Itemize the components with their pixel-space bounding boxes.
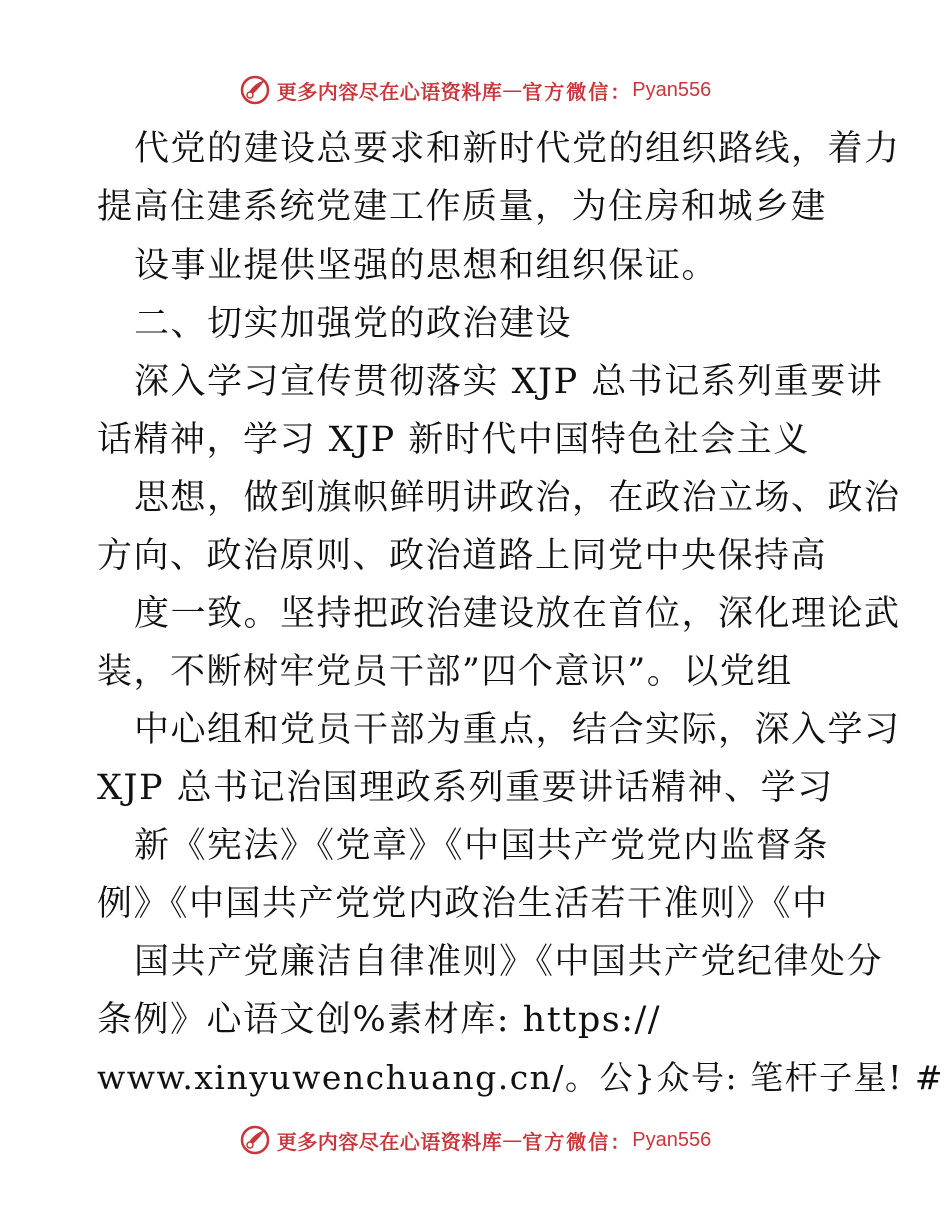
text-line: 设事业提供坚强的思想和组织保证。 xyxy=(134,246,719,286)
wechat-label: 官方微信： xyxy=(522,1129,633,1154)
text-line: 度一致。坚持把政治建设放在首位，深化理论武 xyxy=(134,594,901,634)
text-line: 装，不断树牢党员干部”四个意识”。以党组 xyxy=(97,652,793,692)
section-heading: 二、切实加强党的政治建设 xyxy=(134,304,573,344)
text-line: www.xinyuwenchuang.cn/。公}众号: 笔杆子星! # xyxy=(97,1058,945,1097)
text-line: 话精神，学习 XJP 新时代中国特色社会主义 xyxy=(97,420,810,460)
header-watermark xyxy=(0,70,950,110)
brush-logo-icon xyxy=(239,74,271,106)
text-line: 思想，做到旗帜鲜明讲政治，在政治立场、政治 xyxy=(134,478,901,518)
brush-logo-icon xyxy=(239,1124,271,1156)
text-line: 方向、政治原则、政治道路上同党中央保持高 xyxy=(97,536,828,576)
separator-dash: — xyxy=(502,78,523,102)
text-line: 新《宪法》《党章》《中国共产党党内监督条 xyxy=(134,826,830,866)
site-name: 更多内容尽在心语资料库 xyxy=(276,79,503,104)
text-line: 条例》心语文创%素材库: https:// xyxy=(97,1000,662,1040)
text-line: 中心组和党员干部为重点，结合实际，深入学习 xyxy=(134,710,901,750)
site-name: 更多内容尽在心语资料库 xyxy=(276,1129,503,1154)
text-line: 代党的建设总要求和新时代党的组织路线，着力 xyxy=(134,129,901,169)
text-line: 深入学习宣传贯彻落实 XJP 总书记系列重要讲 xyxy=(134,362,884,402)
text-line: 提高住建系统党建工作质量，为住房和城乡建 xyxy=(97,187,828,227)
wechat-id: Pyan556 xyxy=(632,78,712,101)
wechat-id: Pyan556 xyxy=(632,1128,712,1151)
footer-watermark xyxy=(0,1120,950,1160)
text-line: 国共产党廉洁自律准则》《中国共产党纪律处分 xyxy=(134,942,884,982)
wechat-label: 官方微信： xyxy=(522,79,633,104)
text-line: XJP 总书记治国理政系列重要讲话精神、学习 xyxy=(97,768,834,808)
text-line: 例》《中国共产党党内政治生活若干准则》《中 xyxy=(97,884,829,924)
separator-dash: — xyxy=(502,1128,523,1152)
